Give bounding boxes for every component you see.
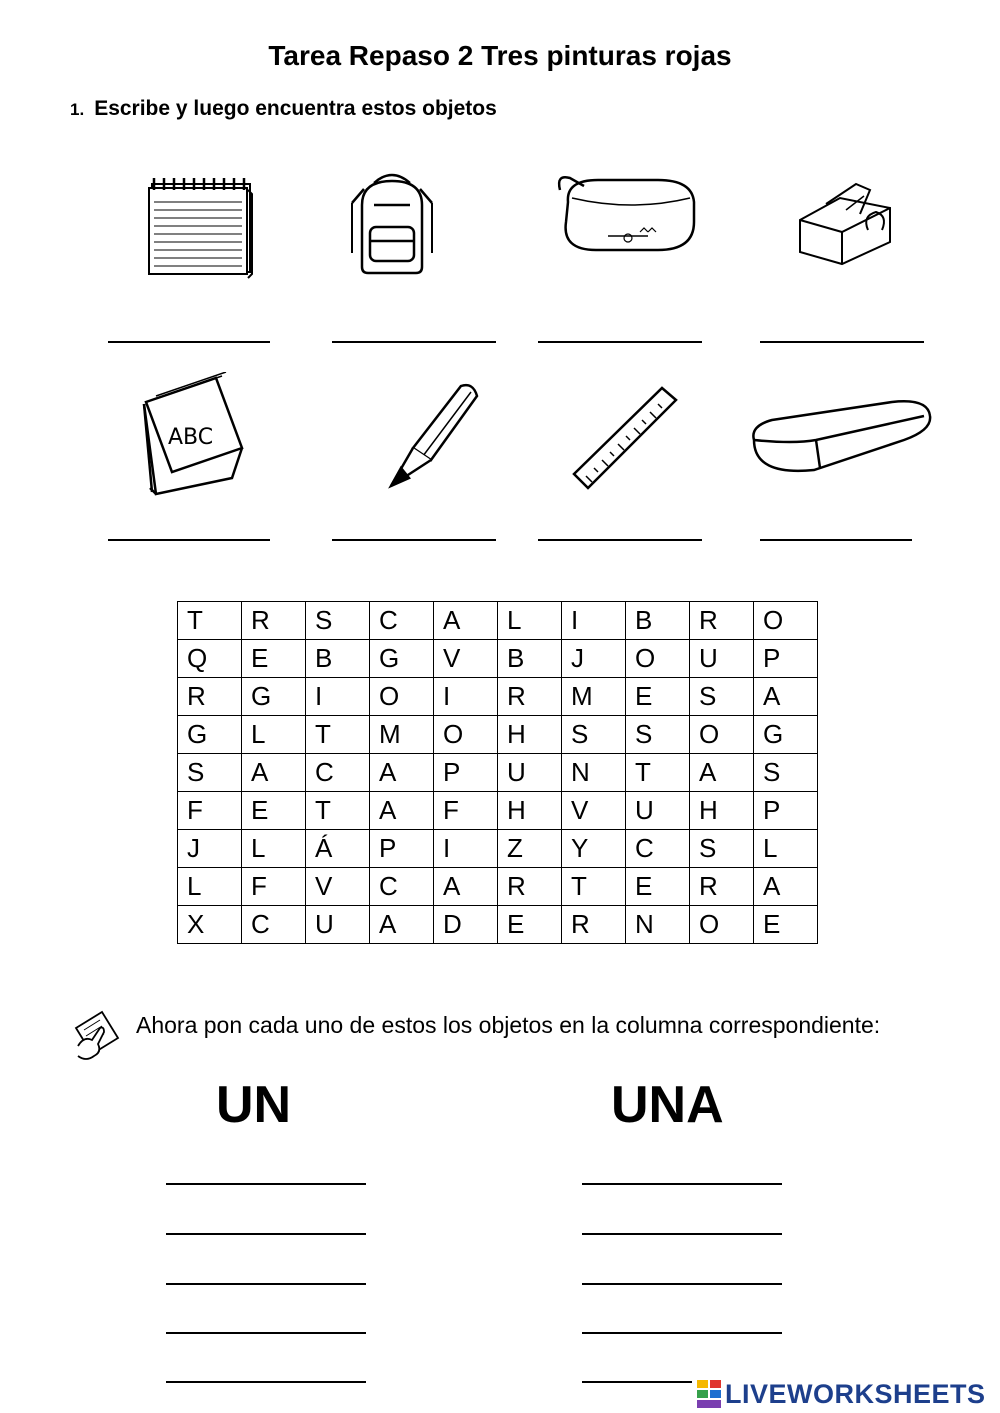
word-search-row — [178, 678, 818, 716]
word-search-cell[interactable]: T — [306, 792, 370, 830]
exercise-instruction — [70, 97, 497, 121]
word-search-cell[interactable]: O — [434, 716, 498, 754]
answer-line-6[interactable] — [332, 539, 496, 541]
una-answer-line-2[interactable] — [582, 1233, 782, 1235]
word-search-cell[interactable]: E — [626, 678, 690, 716]
word-search-cell[interactable]: T — [626, 754, 690, 792]
word-search-cell[interactable]: R — [498, 868, 562, 906]
word-search-cell[interactable]: G — [370, 640, 434, 678]
word-search-cell[interactable]: S — [562, 716, 626, 754]
word-search-cell[interactable]: V — [562, 792, 626, 830]
word-search-cell[interactable]: B — [306, 640, 370, 678]
word-search-cell[interactable]: I — [306, 678, 370, 716]
word-search-cell[interactable]: P — [754, 640, 818, 678]
word-search-cell[interactable]: A — [242, 754, 306, 792]
word-search-cell[interactable]: R — [498, 678, 562, 716]
word-search-cell[interactable]: F — [434, 792, 498, 830]
page-title: Tarea Repaso 2 Tres pinturas rojas — [268, 40, 732, 71]
word-search-cell[interactable]: A — [370, 792, 434, 830]
word-search-cell[interactable]: Q — [178, 640, 242, 678]
word-search-cell[interactable]: R — [690, 602, 754, 640]
un-answer-line-1[interactable] — [166, 1183, 366, 1185]
word-search-cell[interactable]: S — [690, 830, 754, 868]
un-answer-line-4[interactable] — [166, 1332, 366, 1334]
word-search-cell[interactable]: J — [178, 830, 242, 868]
word-search-cell[interactable]: V — [306, 868, 370, 906]
word-search-row — [178, 754, 818, 792]
word-search-cell[interactable]: I — [562, 602, 626, 640]
word-search-cell[interactable]: U — [306, 906, 370, 944]
word-search-cell[interactable]: H — [498, 716, 562, 754]
word-search-cell[interactable]: L — [242, 716, 306, 754]
exercise-number: 1. — [70, 100, 85, 119]
word-search-cell[interactable]: L — [498, 602, 562, 640]
word-search-cell[interactable]: Z — [498, 830, 562, 868]
liveworksheets-watermark — [697, 1378, 997, 1410]
word-search-row — [178, 792, 818, 830]
word-search-cell[interactable]: P — [754, 792, 818, 830]
word-search-cell[interactable]: C — [370, 602, 434, 640]
word-search-cell[interactable]: H — [690, 792, 754, 830]
word-search-cell[interactable]: S — [178, 754, 242, 792]
eraser-icon — [748, 396, 936, 476]
word-search-cell[interactable]: P — [434, 754, 498, 792]
word-search-cell[interactable]: O — [690, 906, 754, 944]
word-search-cell[interactable]: J — [562, 640, 626, 678]
word-search-cell[interactable]: T — [562, 868, 626, 906]
word-search-cell[interactable]: Y — [562, 830, 626, 868]
answer-line-8[interactable] — [760, 539, 912, 541]
word-search-cell[interactable]: F — [242, 868, 306, 906]
word-search-row — [178, 640, 818, 678]
word-search-cell[interactable]: C — [370, 868, 434, 906]
word-search-cell[interactable]: R — [562, 906, 626, 944]
word-search-cell[interactable]: T — [178, 602, 242, 640]
word-search-cell[interactable]: U — [498, 754, 562, 792]
answer-line-3[interactable] — [538, 341, 702, 343]
word-search-cell[interactable]: G — [754, 716, 818, 754]
word-search-cell[interactable]: E — [754, 906, 818, 944]
pencil-icon — [383, 378, 483, 490]
answer-line-2[interactable] — [332, 341, 496, 343]
word-search-cell[interactable]: S — [306, 602, 370, 640]
word-search-cell[interactable]: T — [306, 716, 370, 754]
column-heading-un: UN — [216, 1076, 292, 1134]
una-answer-line-4[interactable] — [582, 1332, 782, 1334]
word-search-cell[interactable]: S — [690, 678, 754, 716]
word-search-cell[interactable]: R — [242, 602, 306, 640]
exercise-text: Escribe y luego encuentra estos objetos — [94, 97, 497, 120]
word-search-cell[interactable]: C — [242, 906, 306, 944]
answer-line-5[interactable] — [108, 539, 270, 541]
sharpener-icon — [790, 170, 900, 270]
word-search-row — [178, 868, 818, 906]
word-search-cell[interactable]: L — [754, 830, 818, 868]
word-search-cell[interactable]: I — [434, 678, 498, 716]
notebook-icon — [140, 170, 260, 280]
word-search-cell[interactable]: A — [370, 754, 434, 792]
word-search-cell[interactable]: C — [306, 754, 370, 792]
book-label: ABC — [168, 425, 214, 450]
word-search-cell[interactable]: G — [242, 678, 306, 716]
word-search-grid — [177, 601, 818, 944]
word-search-cell[interactable]: X — [178, 906, 242, 944]
word-search-cell[interactable]: E — [242, 792, 306, 830]
un-answer-line-3[interactable] — [166, 1283, 366, 1285]
una-answer-line-3[interactable] — [582, 1283, 782, 1285]
word-search-row — [178, 602, 818, 640]
un-answer-line-2[interactable] — [166, 1233, 366, 1235]
word-search-cell[interactable]: I — [434, 830, 498, 868]
un-answer-line-5[interactable] — [166, 1381, 366, 1383]
column-heading-una: UNA — [611, 1076, 724, 1134]
word-search-cell[interactable]: B — [498, 640, 562, 678]
word-search-cell[interactable]: C — [626, 830, 690, 868]
word-search-cell[interactable]: L — [242, 830, 306, 868]
word-search-cell[interactable]: E — [242, 640, 306, 678]
word-search-cell[interactable]: D — [434, 906, 498, 944]
word-search-cell[interactable]: A — [690, 754, 754, 792]
una-answer-line-1[interactable] — [582, 1183, 782, 1185]
word-search-cell[interactable]: S — [626, 716, 690, 754]
word-search-cell[interactable]: U — [626, 792, 690, 830]
word-search-cell[interactable]: P — [370, 830, 434, 868]
answer-line-4[interactable] — [760, 341, 924, 343]
word-search-cell[interactable]: S — [754, 754, 818, 792]
word-search-cell[interactable]: V — [434, 640, 498, 678]
word-search-cell[interactable]: B — [626, 602, 690, 640]
answer-line-7[interactable] — [538, 539, 702, 541]
word-search-cell[interactable]: O — [690, 716, 754, 754]
word-search-cell[interactable]: A — [754, 678, 818, 716]
word-search-row — [178, 716, 818, 754]
word-search-cell[interactable]: F — [178, 792, 242, 830]
word-search-cell[interactable]: A — [370, 906, 434, 944]
word-search-cell[interactable]: G — [178, 716, 242, 754]
word-search-cell[interactable]: U — [690, 640, 754, 678]
writing-hand-icon — [72, 1006, 122, 1062]
word-search-cell[interactable]: H — [498, 792, 562, 830]
word-search-cell[interactable]: A — [754, 868, 818, 906]
word-search-cell[interactable]: A — [434, 868, 498, 906]
ruler-icon — [566, 382, 681, 494]
word-search-cell[interactable]: M — [370, 716, 434, 754]
word-search-cell[interactable]: Á — [306, 830, 370, 868]
word-search-cell[interactable]: E — [498, 906, 562, 944]
word-search-cell[interactable]: N — [626, 906, 690, 944]
pencil-case-icon — [548, 172, 703, 257]
word-search-cell[interactable]: O — [370, 678, 434, 716]
word-search-cell[interactable]: E — [626, 868, 690, 906]
word-search-row — [178, 906, 818, 944]
answer-line-1[interactable] — [108, 341, 270, 343]
word-search-cell[interactable]: N — [562, 754, 626, 792]
word-search-cell[interactable]: R — [690, 868, 754, 906]
word-search-cell[interactable]: O — [754, 602, 818, 640]
exercise-2-instruction: Ahora pon cada uno de estos los objetos en la columna correspondiente: — [136, 1012, 881, 1038]
word-search-cell[interactable]: O — [626, 640, 690, 678]
word-search-cell[interactable]: A — [434, 602, 498, 640]
word-search-cell[interactable]: M — [562, 678, 626, 716]
liveworksheets-logo-icon — [697, 1380, 721, 1408]
una-answer-line-5[interactable] — [582, 1381, 692, 1383]
brand-name: LIVEWORKSHEETS — [725, 1378, 986, 1409]
book-icon — [130, 372, 260, 497]
word-search-cell[interactable]: R — [178, 678, 242, 716]
word-search-cell[interactable]: L — [178, 868, 242, 906]
word-search-row — [178, 830, 818, 868]
backpack-icon — [342, 165, 442, 277]
